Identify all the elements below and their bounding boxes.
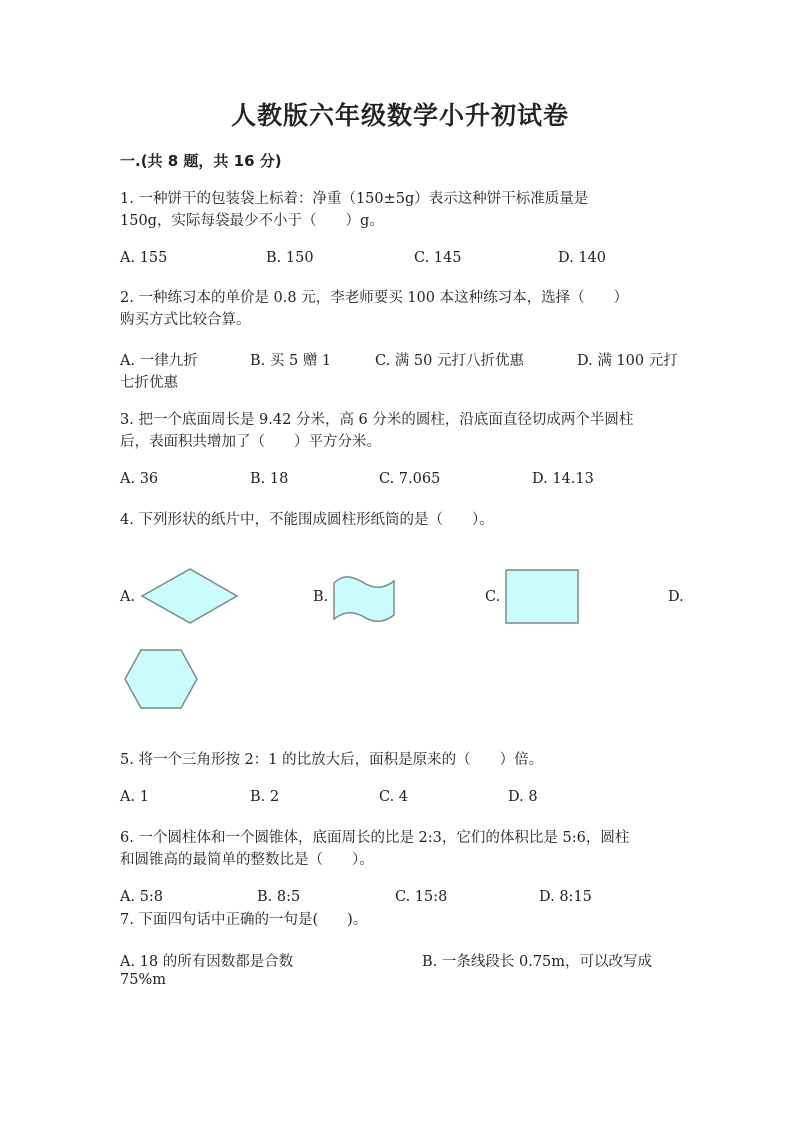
option-b: B. 150 bbox=[266, 250, 314, 266]
option-b: B. 18 bbox=[250, 471, 289, 487]
option-a: A. 155 bbox=[120, 250, 168, 266]
option-d: D. 8:15 bbox=[539, 889, 592, 905]
option-d: D. 14.13 bbox=[532, 471, 594, 487]
option-d: D. 140 bbox=[558, 250, 607, 266]
question-text-line: 6. 一个圆柱体和一个圆锥体，底面周长的比是 2:3，它们的体积比是 5:6，圆柱 bbox=[120, 830, 630, 846]
option-d: D. 满 100 元打 bbox=[577, 353, 678, 369]
question-text-line: 和圆锥高的最简单的整数比是（ ）。 bbox=[120, 852, 374, 868]
question-text-line: 7. 下面四句话中正确的一句是( )。 bbox=[120, 912, 368, 928]
option-d-continuation: 七折优惠 bbox=[120, 375, 178, 391]
option-b: B. 8:5 bbox=[257, 889, 301, 905]
option-c: C. 145 bbox=[414, 250, 462, 266]
rectangle-shape-icon bbox=[505, 569, 580, 625]
hexagon-shape-icon bbox=[123, 648, 199, 710]
option-c: C. 15:8 bbox=[395, 889, 448, 905]
option-b: B. 一条线段长 0.75m，可以改写成 bbox=[422, 954, 653, 970]
question-text-line: 2. 一种练习本的单价是 0.8 元，李老师要买 100 本这种练习本，选择（ ） bbox=[120, 290, 629, 306]
option-c: C. 4 bbox=[379, 789, 409, 805]
option-b-continuation: 75%m bbox=[120, 972, 166, 988]
option-a: A. 5:8 bbox=[120, 889, 164, 905]
option-b: B. 买 5 赠 1 bbox=[250, 353, 332, 369]
option-d: D. bbox=[668, 589, 684, 605]
question-text-line: 5. 将一个三角形按 2：1 的比放大后，面积是原来的（ ）倍。 bbox=[120, 752, 544, 768]
option-d: D. 8 bbox=[508, 789, 538, 805]
question-text-line: 购买方式比较合算。 bbox=[120, 312, 251, 328]
option-c: C. 7.065 bbox=[379, 471, 441, 487]
option-a: A. 一律九折 bbox=[120, 353, 198, 369]
option-b: B. bbox=[313, 589, 329, 605]
option-a: A. 18 的所有因数都是合数 bbox=[120, 954, 294, 970]
question-text-line: 后，表面积共增加了（ ）平方分米。 bbox=[120, 434, 381, 450]
rhombus-shape-icon bbox=[140, 566, 240, 626]
question-text-line: 1. 一种饼干的包装袋上标着：净重（150±5g）表示这种饼干标准质量是 bbox=[120, 191, 589, 207]
option-c: C. 满 50 元打八折优惠 bbox=[375, 353, 524, 369]
question-text-line: 150g，实际每袋最少不小于（ ）g。 bbox=[120, 213, 384, 229]
page-title: 人教版六年级数学小升初试卷 bbox=[230, 101, 569, 130]
wavy-flag-shape-icon bbox=[332, 573, 396, 625]
option-a: A. bbox=[120, 589, 136, 605]
option-a: A. 1 bbox=[120, 789, 149, 805]
question-text-line: 3. 把一个底面周长是 9.42 分米，高 6 分米的圆柱，沿底面直径切成两个半圆柱 bbox=[120, 412, 634, 428]
option-b: B. 2 bbox=[250, 789, 280, 805]
option-c: C. bbox=[485, 589, 501, 605]
question-text-line: 4. 下列形状的纸片中，不能围成圆柱形纸筒的是（ ）。 bbox=[120, 512, 494, 528]
section-heading: 一.(共 8 题，共 16 分) bbox=[120, 152, 282, 170]
option-a: A. 36 bbox=[120, 471, 159, 487]
